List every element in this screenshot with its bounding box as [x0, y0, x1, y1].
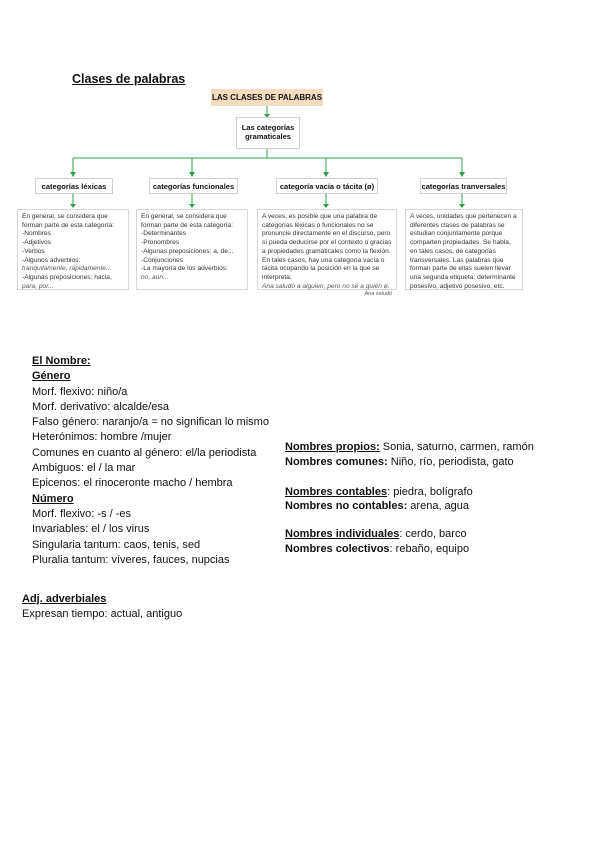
arrow-head [70, 172, 76, 177]
arrow-head [459, 172, 465, 177]
clasificacion-row [285, 485, 585, 500]
list-item: Morf. flexivo: -s / -es [32, 507, 132, 520]
clasificacion-label: Nombres colectivos [285, 543, 390, 555]
clasificacion-label: Nombres contables [285, 486, 388, 498]
list-item: Epicenos: el rinoceronte macho / hembra [32, 477, 233, 490]
arrow-head [459, 204, 465, 208]
desc-box-vacia [257, 209, 397, 298]
list-item: no, aún... [141, 273, 169, 281]
desc-box-lexicas [17, 209, 129, 290]
category-label-vacia: categoría vacía o tácita (ø) [276, 178, 378, 194]
list-item: -Algunos adverbios: [22, 256, 81, 264]
list-item: Morf. derivativo: alcalde/esa [32, 400, 169, 413]
list-item: -Determinantes [141, 230, 187, 238]
clasificacion-label: Nombres propios: [285, 441, 380, 453]
list-item: Ambiguos: el / la mar [32, 462, 136, 475]
nombre-section [32, 354, 282, 568]
list-item: Falso género: naranjo/a = no significan lo mismo [32, 416, 269, 429]
list-item: -Algunas preposiciones: hacia, [22, 273, 112, 281]
nombre-heading: El Nombre: [32, 355, 91, 367]
list-item: Comunes en cuanto al género: el/la periodista [32, 446, 257, 459]
list-item: -Adjetivos [22, 239, 51, 247]
desc-box-funcionales [136, 209, 248, 290]
list-item: -Conjunciones [141, 256, 184, 264]
desc-box-transversales [405, 209, 523, 290]
adjetivos-heading: Adj. adverbiales [22, 593, 107, 605]
desc-intro: En general, se considera que forman parte de esta categoría: [22, 213, 115, 229]
category-label-funcionales: categorías funcionales [149, 178, 238, 194]
page-title: Clases de palabras [72, 72, 186, 86]
list-item: para, por... [22, 282, 54, 290]
arrow-head [189, 172, 195, 177]
desc-intro: En general, se considera que forman parte de esta categoría: [141, 213, 234, 229]
list-item: -Nombres [22, 230, 51, 238]
list-item: Morf. flexivo: niño/a [32, 385, 128, 398]
diagram-root-box: LAS CLASES DE PALABRAS [211, 89, 323, 106]
adjetivos-section [22, 592, 322, 623]
arrow-head [323, 204, 329, 208]
clasificacion-label: Nombres no contables: [285, 500, 408, 512]
numero-heading: Número [32, 492, 74, 505]
clasificacion-value: arena, agua [407, 500, 470, 512]
clasificacion-value: : piedra, bolígrafo [387, 486, 473, 498]
clasificacion-value: Sonia, saturno, carmen, ramón [379, 441, 534, 453]
desc-text: A veces, es posible que una palabra de categorías léxicas o funcionales no se pronuncie directamente en el discurso, pero sí pueda deducirse por el contexto o gracias a propiedades gramaticales como la flexión. En tales casos, hay una categoría vacía o tácita ocupando la posición en la que se interpreta: [262, 213, 392, 281]
list-item: -Algunas preposiciones: a, de... [141, 247, 234, 255]
list-item: tranquilamente, rápidamente... [22, 265, 112, 273]
arrow-head [323, 172, 329, 177]
list-item: Pluralia tantum: víveres, fauces, nupcias [32, 553, 230, 566]
desc-signature: Ana saludó [364, 291, 392, 298]
clasificacion-value: : rebaño, equipo [389, 543, 470, 555]
clasificacion-row [285, 499, 585, 514]
desc-example: Ana saludó a alguien, pero no sé a quién ø. [262, 282, 390, 290]
desc-text: A veces, unidades que pertenecen a diferentes clases de palabras se estudian conjuntamente porque comparten propiedades. Se habla, en tales casos, de categorías transversales. Las palabras que forman parte de ellas suelen llevar una segunda etiqueta: determinante posesivo, adjetivo posesivo, etc. [410, 213, 517, 290]
clasificacion-value: : cerdo, barco [399, 528, 467, 540]
list-item: Singularia tantum: caos, tenis, sed [32, 538, 201, 551]
category-label-lexicas: categorías léxicas [35, 178, 113, 194]
arrow-head [189, 204, 195, 208]
clasificacion-value: Niño, río, periodista, gato [387, 456, 514, 468]
adjetivos-line: Expresan tiempo: actual, antiguo [22, 608, 183, 621]
list-item: Invariables: el / los virus [32, 523, 150, 536]
genero-heading: Género [32, 370, 71, 383]
clasificacion-row [285, 455, 585, 470]
clasificacion-label: Nombres comunes: [285, 456, 388, 468]
list-item: -Pronombres [141, 239, 180, 247]
list-item: Heterónimos: hombre /mujer [32, 431, 172, 444]
category-label-transversales: categorías tranversales [420, 178, 507, 194]
arrow-head [70, 204, 76, 208]
list-item: -Verbos [22, 247, 45, 255]
list-item: -La mayoría de los adverbios: [141, 265, 228, 273]
clasificacion-row [285, 542, 585, 557]
clasificacion-row [285, 527, 585, 542]
clasificacion-label: Nombres individuales [285, 528, 400, 540]
clasificacion-row [285, 440, 585, 455]
diagram-middle-box: Las categorías gramaticales [236, 117, 300, 149]
